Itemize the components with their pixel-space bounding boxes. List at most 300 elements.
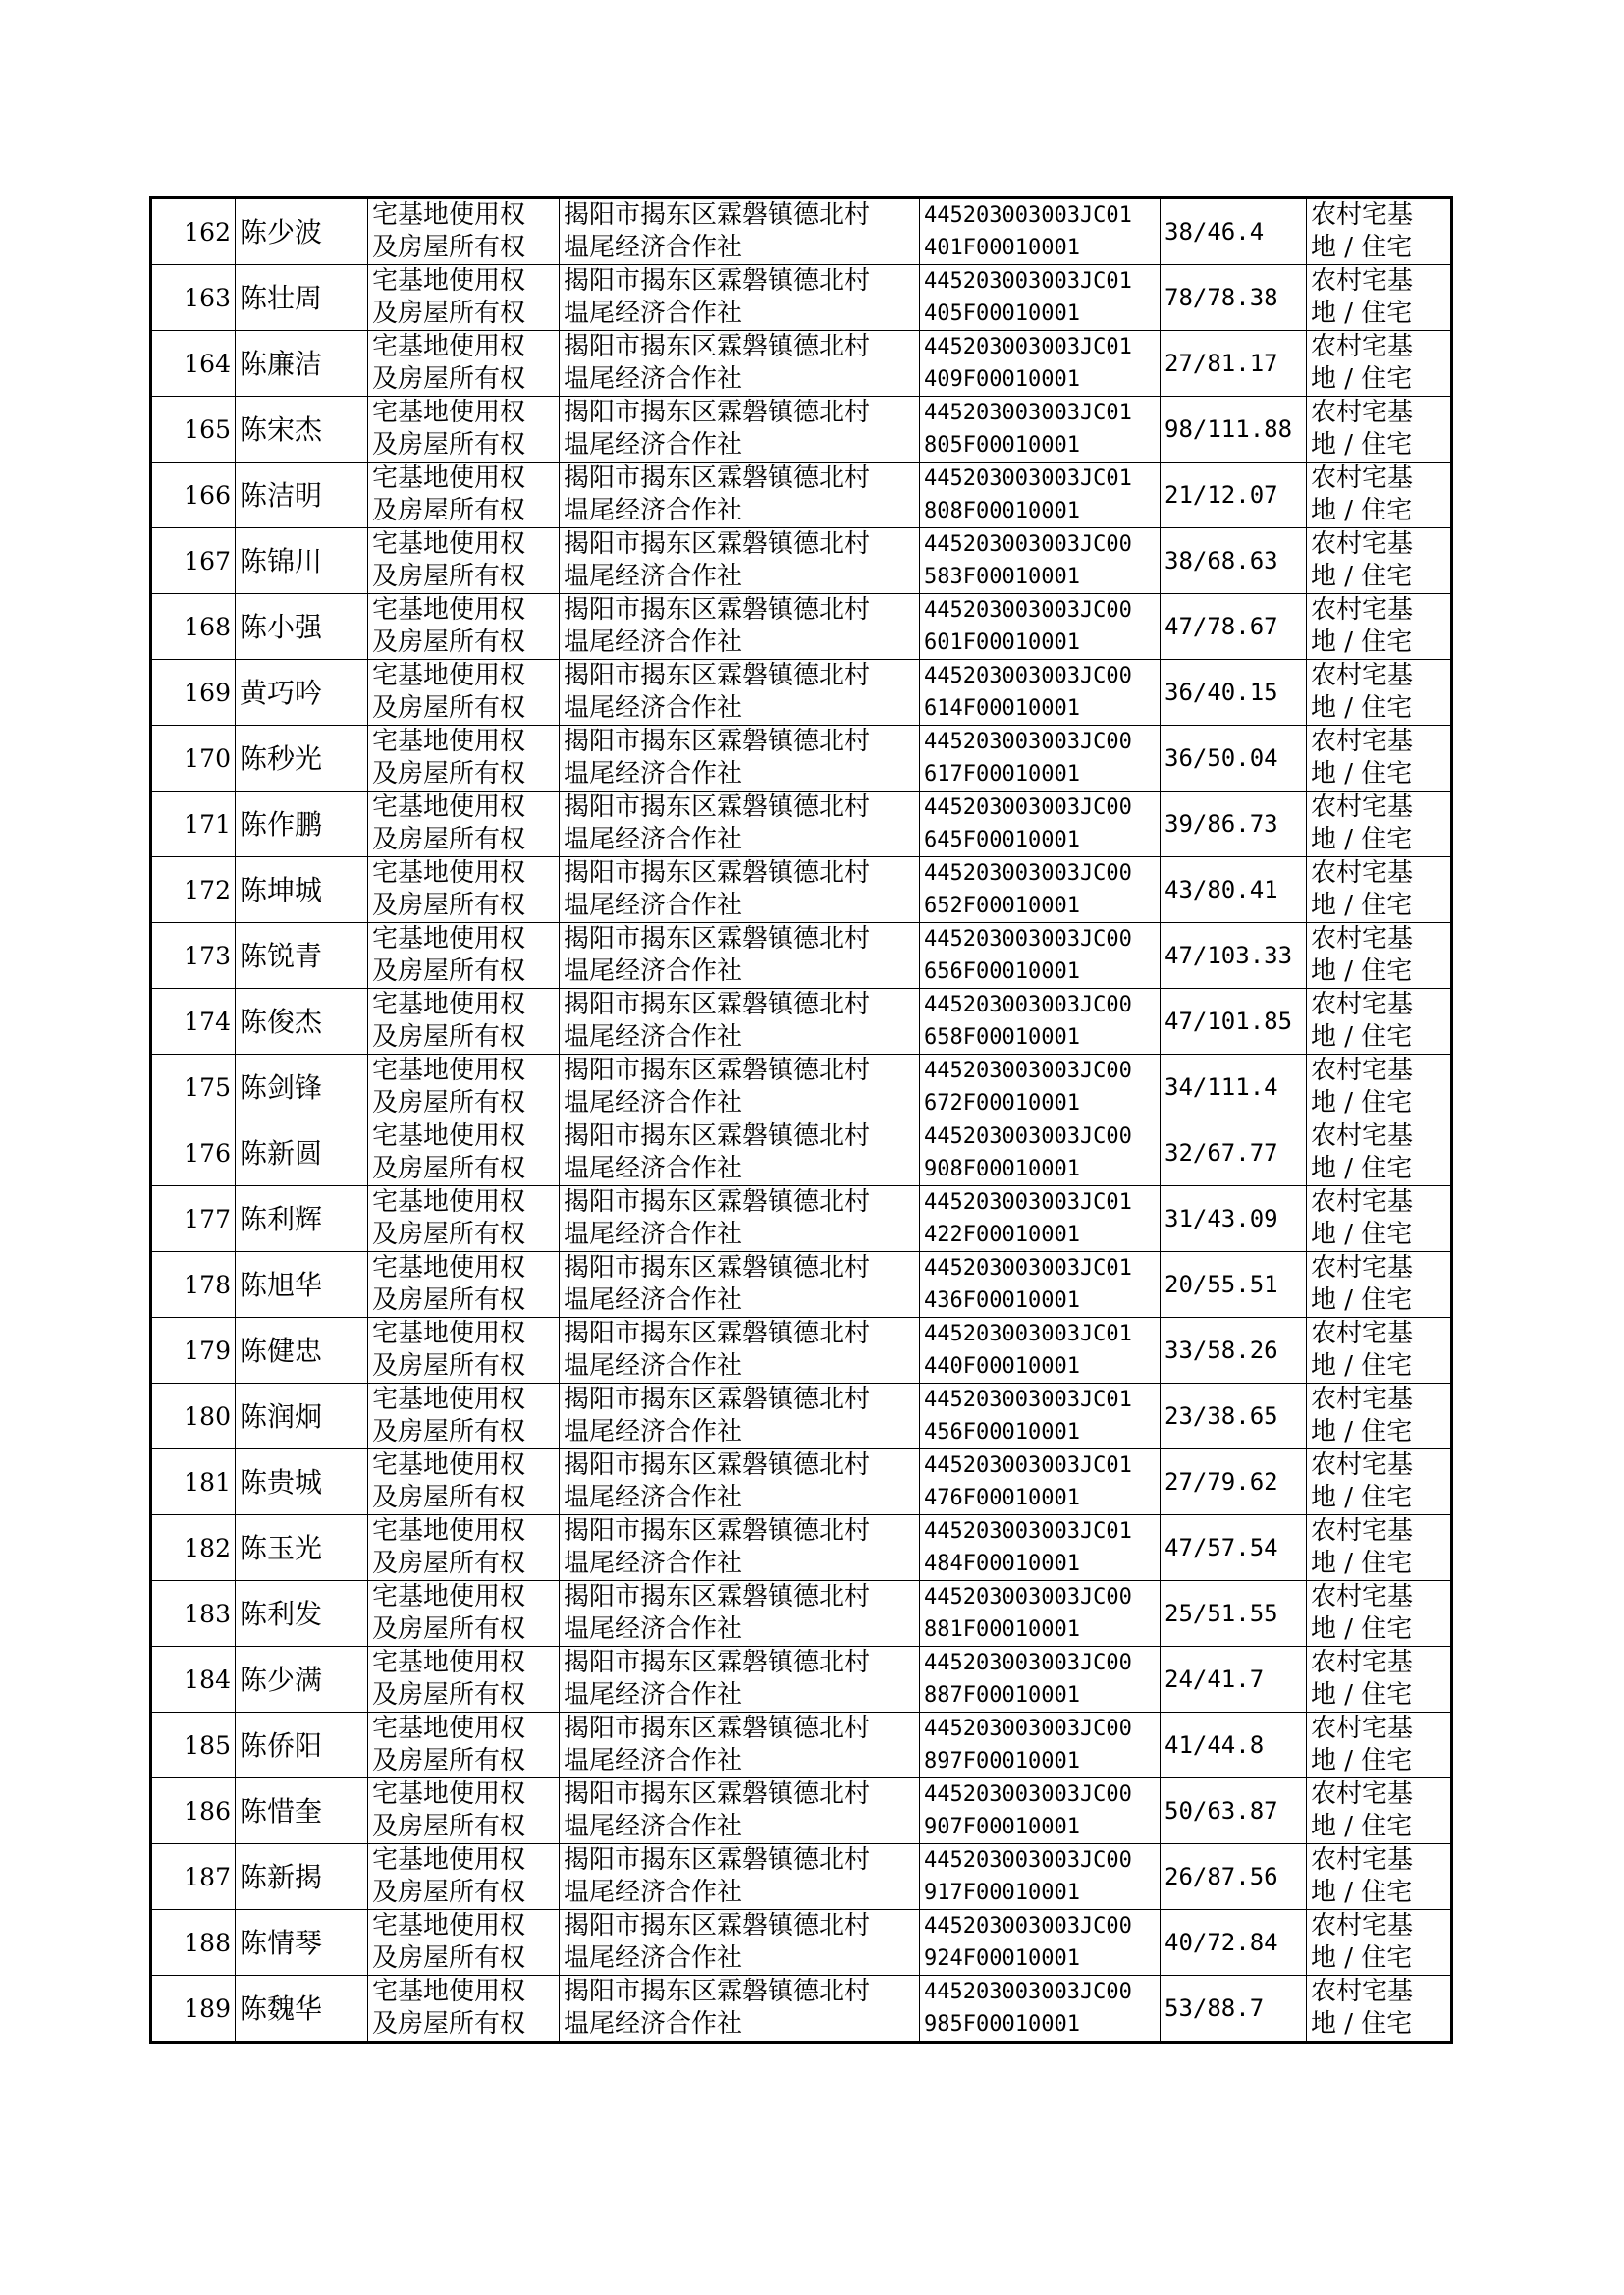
unit-code-text: 881F00010001 bbox=[924, 1617, 1080, 1642]
owner-name-cell bbox=[236, 857, 368, 923]
owner-name-cell bbox=[236, 1910, 368, 1976]
right-type-text: 宅基地使用权 bbox=[372, 332, 526, 361]
owner-name-cell bbox=[236, 1055, 368, 1120]
land-use-text: 农村宅基 bbox=[1311, 595, 1414, 625]
land-owner-text: 塭尾经济合作社 bbox=[564, 759, 743, 789]
owner-name-text: 陈玉光 bbox=[240, 1531, 323, 1564]
table-row bbox=[151, 1515, 1452, 1581]
land-use-text: 农村宅基 bbox=[1311, 464, 1414, 493]
land-use-text: 地 / 住宅 bbox=[1311, 1483, 1413, 1512]
land-owner-text: 塭尾经济合作社 bbox=[564, 956, 743, 986]
land-owner-cell bbox=[560, 1976, 920, 2043]
unit-code-cell bbox=[920, 1581, 1161, 1647]
row-number-text: 184 bbox=[184, 1665, 231, 1694]
table-row bbox=[151, 1186, 1452, 1252]
right-type-cell bbox=[368, 923, 560, 989]
land-owner-cell bbox=[560, 1778, 920, 1844]
land-use-cell bbox=[1307, 1647, 1452, 1713]
unit-code-text: 887F00010001 bbox=[924, 1683, 1080, 1708]
right-type-cell bbox=[368, 1055, 560, 1120]
area-cell bbox=[1161, 1647, 1307, 1713]
owner-name-text: 陈宋杰 bbox=[240, 412, 323, 446]
owner-name-text: 陈洁明 bbox=[240, 478, 323, 512]
land-use-cell bbox=[1307, 331, 1452, 397]
land-owner-cell bbox=[560, 1515, 920, 1581]
owner-name-text: 陈锦川 bbox=[240, 544, 323, 577]
owner-name-text: 陈健忠 bbox=[240, 1334, 323, 1367]
unit-code-cell bbox=[920, 660, 1161, 726]
unit-code-text: 917F00010001 bbox=[924, 1881, 1080, 1905]
right-type-cell bbox=[368, 1910, 560, 1976]
land-use-cell bbox=[1307, 1713, 1452, 1778]
unit-code-text: 614F00010001 bbox=[924, 696, 1080, 721]
land-use-text: 农村宅基 bbox=[1311, 1516, 1414, 1546]
unit-code-text: 445203003003JC00 bbox=[924, 861, 1132, 886]
area-text: 38/68.63 bbox=[1164, 546, 1278, 574]
land-use-text: 农村宅基 bbox=[1311, 1187, 1414, 1217]
unit-code-text: 445203003003JC00 bbox=[924, 532, 1132, 557]
right-type-text: 及房屋所有权 bbox=[372, 956, 526, 986]
area-text: 40/72.84 bbox=[1164, 1928, 1278, 1956]
land-use-cell bbox=[1307, 1515, 1452, 1581]
table-row bbox=[151, 528, 1452, 594]
table-row bbox=[151, 1384, 1452, 1449]
land-use-text: 农村宅基 bbox=[1311, 1056, 1414, 1085]
row-number-text: 171 bbox=[184, 809, 231, 839]
land-owner-text: 揭阳市揭东区霖磐镇德北村 bbox=[564, 1779, 871, 1809]
right-type-cell bbox=[368, 1186, 560, 1252]
area-text: 33/58.26 bbox=[1164, 1336, 1278, 1364]
right-type-text: 及房屋所有权 bbox=[372, 825, 526, 854]
right-type-text: 及房屋所有权 bbox=[372, 1417, 526, 1447]
land-use-text: 地 / 住宅 bbox=[1311, 1351, 1413, 1381]
land-owner-text: 塭尾经济合作社 bbox=[564, 825, 743, 854]
right-type-text: 宅基地使用权 bbox=[372, 1911, 526, 1940]
land-use-cell bbox=[1307, 1976, 1452, 2043]
row-number-text: 178 bbox=[184, 1270, 231, 1299]
area-text: 31/43.09 bbox=[1164, 1204, 1278, 1232]
unit-code-text: 409F00010001 bbox=[924, 367, 1080, 392]
row-number-text: 172 bbox=[184, 875, 231, 904]
land-owner-text: 塭尾经济合作社 bbox=[564, 1483, 743, 1512]
row-number-cell bbox=[151, 1449, 236, 1515]
land-use-text: 农村宅基 bbox=[1311, 332, 1414, 361]
land-owner-cell bbox=[560, 1647, 920, 1713]
land-use-cell bbox=[1307, 198, 1452, 265]
unit-code-cell bbox=[920, 923, 1161, 989]
land-use-text: 地 / 住宅 bbox=[1311, 693, 1413, 723]
owner-name-cell bbox=[236, 1844, 368, 1910]
right-type-text: 宅基地使用权 bbox=[372, 1845, 526, 1875]
land-use-text: 地 / 住宅 bbox=[1311, 891, 1413, 920]
unit-code-text: 445203003003JC01 bbox=[924, 335, 1132, 359]
land-use-cell bbox=[1307, 923, 1452, 989]
unit-code-text: 645F00010001 bbox=[924, 828, 1080, 852]
owner-name-cell bbox=[236, 528, 368, 594]
land-use-cell bbox=[1307, 265, 1452, 331]
land-use-text: 农村宅基 bbox=[1311, 1911, 1414, 1940]
owner-name-cell bbox=[236, 1778, 368, 1844]
land-use-text: 地 / 住宅 bbox=[1311, 1614, 1413, 1644]
unit-code-cell bbox=[920, 857, 1161, 923]
land-owner-text: 揭阳市揭东区霖磐镇德北村 bbox=[564, 727, 871, 756]
right-type-text: 及房屋所有权 bbox=[372, 299, 526, 328]
right-type-text: 宅基地使用权 bbox=[372, 990, 526, 1019]
area-text: 47/78.67 bbox=[1164, 612, 1278, 640]
owner-name-text: 陈贵城 bbox=[240, 1465, 323, 1499]
table-row bbox=[151, 1449, 1452, 1515]
area-cell bbox=[1161, 1581, 1307, 1647]
owner-name-text: 陈小强 bbox=[240, 610, 323, 643]
table-row bbox=[151, 397, 1452, 463]
land-use-cell bbox=[1307, 857, 1452, 923]
owner-name-cell bbox=[236, 923, 368, 989]
land-owner-text: 揭阳市揭东区霖磐镇德北村 bbox=[564, 1582, 871, 1612]
area-text: 47/57.54 bbox=[1164, 1533, 1278, 1561]
area-cell bbox=[1161, 198, 1307, 265]
area-text: 78/78.38 bbox=[1164, 283, 1278, 311]
table-row bbox=[151, 857, 1452, 923]
unit-code-text: 907F00010001 bbox=[924, 1815, 1080, 1839]
row-number-text: 164 bbox=[184, 349, 231, 378]
unit-code-text: 445203003003JC00 bbox=[924, 1980, 1132, 2004]
land-owner-cell bbox=[560, 1318, 920, 1384]
area-text: 27/79.62 bbox=[1164, 1467, 1278, 1496]
land-use-text: 地 / 住宅 bbox=[1311, 1022, 1413, 1052]
right-type-cell bbox=[368, 726, 560, 792]
land-owner-text: 塭尾经济合作社 bbox=[564, 233, 743, 262]
row-number-cell bbox=[151, 1976, 236, 2043]
area-text: 43/80.41 bbox=[1164, 875, 1278, 903]
owner-name-text: 陈锐青 bbox=[240, 939, 323, 972]
row-number-cell bbox=[151, 265, 236, 331]
right-type-text: 宅基地使用权 bbox=[372, 858, 526, 888]
land-use-cell bbox=[1307, 528, 1452, 594]
land-use-cell bbox=[1307, 1844, 1452, 1910]
row-number-cell bbox=[151, 1844, 236, 1910]
land-owner-text: 塭尾经济合作社 bbox=[564, 891, 743, 920]
owner-name-cell bbox=[236, 463, 368, 528]
right-type-text: 宅基地使用权 bbox=[372, 200, 526, 230]
unit-code-text: 445203003003JC01 bbox=[924, 203, 1132, 228]
unit-code-text: 445203003003JC01 bbox=[924, 1190, 1132, 1215]
land-use-text: 地 / 住宅 bbox=[1311, 628, 1413, 657]
unit-code-text: 440F00010001 bbox=[924, 1354, 1080, 1379]
land-use-cell bbox=[1307, 989, 1452, 1055]
owner-name-text: 陈情琴 bbox=[240, 1926, 323, 1959]
land-owner-text: 塭尾经济合作社 bbox=[564, 1351, 743, 1381]
row-number-text: 163 bbox=[184, 283, 231, 312]
unit-code-cell bbox=[920, 792, 1161, 857]
area-text: 41/44.8 bbox=[1164, 1730, 1265, 1759]
right-type-text: 宅基地使用权 bbox=[372, 792, 526, 822]
row-number-text: 189 bbox=[184, 1994, 231, 2023]
right-type-cell bbox=[368, 198, 560, 265]
right-type-text: 宅基地使用权 bbox=[372, 1253, 526, 1283]
right-type-text: 及房屋所有权 bbox=[372, 1812, 526, 1841]
unit-code-text: 445203003003JC00 bbox=[924, 1585, 1132, 1610]
right-type-text: 宅基地使用权 bbox=[372, 398, 526, 427]
area-text: 32/67.77 bbox=[1164, 1138, 1278, 1167]
land-owner-cell bbox=[560, 792, 920, 857]
land-use-text: 地 / 住宅 bbox=[1311, 1812, 1413, 1841]
unit-code-text: 445203003003JC00 bbox=[924, 598, 1132, 623]
land-owner-cell bbox=[560, 923, 920, 989]
land-owner-cell bbox=[560, 1120, 920, 1186]
land-use-text: 农村宅基 bbox=[1311, 990, 1414, 1019]
owner-name-cell bbox=[236, 331, 368, 397]
land-use-text: 地 / 住宅 bbox=[1311, 956, 1413, 986]
right-type-cell bbox=[368, 1844, 560, 1910]
right-type-cell bbox=[368, 1384, 560, 1449]
owner-name-cell bbox=[236, 1976, 368, 2043]
row-number-text: 166 bbox=[184, 480, 231, 510]
land-owner-cell bbox=[560, 463, 920, 528]
land-owner-cell bbox=[560, 1844, 920, 1910]
area-cell bbox=[1161, 1976, 1307, 2043]
land-use-text: 农村宅基 bbox=[1311, 924, 1414, 954]
land-owner-text: 塭尾经济合作社 bbox=[564, 562, 743, 591]
land-owner-cell bbox=[560, 265, 920, 331]
land-use-cell bbox=[1307, 1449, 1452, 1515]
right-type-text: 及房屋所有权 bbox=[372, 1614, 526, 1644]
right-type-text: 及房屋所有权 bbox=[372, 1878, 526, 1907]
land-owner-text: 揭阳市揭东区霖磐镇德北村 bbox=[564, 1977, 871, 2006]
land-use-text: 农村宅基 bbox=[1311, 200, 1414, 230]
area-text: 34/111.4 bbox=[1164, 1072, 1278, 1101]
land-owner-text: 揭阳市揭东区霖磐镇德北村 bbox=[564, 529, 871, 559]
table-row bbox=[151, 989, 1452, 1055]
unit-code-cell bbox=[920, 1713, 1161, 1778]
area-cell bbox=[1161, 989, 1307, 1055]
owner-name-text: 陈润炯 bbox=[240, 1399, 323, 1433]
land-use-text: 地 / 住宅 bbox=[1311, 1549, 1413, 1578]
table-row bbox=[151, 1844, 1452, 1910]
area-cell bbox=[1161, 1055, 1307, 1120]
land-use-text: 地 / 住宅 bbox=[1311, 430, 1413, 460]
unit-code-text: 445203003003JC00 bbox=[924, 1782, 1132, 1807]
owner-name-text: 陈惜奎 bbox=[240, 1794, 323, 1828]
right-type-text: 及房屋所有权 bbox=[372, 496, 526, 525]
row-number-text: 177 bbox=[184, 1204, 231, 1233]
unit-code-text: 405F00010001 bbox=[924, 301, 1080, 326]
land-owner-cell bbox=[560, 1449, 920, 1515]
right-type-cell bbox=[368, 594, 560, 660]
right-type-text: 及房屋所有权 bbox=[372, 364, 526, 394]
unit-code-text: 652F00010001 bbox=[924, 894, 1080, 918]
unit-code-cell bbox=[920, 1778, 1161, 1844]
table-row bbox=[151, 1910, 1452, 1976]
land-owner-cell bbox=[560, 660, 920, 726]
row-number-cell bbox=[151, 1515, 236, 1581]
table-row bbox=[151, 198, 1452, 265]
row-number-cell bbox=[151, 1647, 236, 1713]
right-type-text: 及房屋所有权 bbox=[372, 1746, 526, 1776]
table-row bbox=[151, 726, 1452, 792]
land-owner-cell bbox=[560, 989, 920, 1055]
land-owner-text: 塭尾经济合作社 bbox=[564, 1088, 743, 1118]
land-owner-text: 塭尾经济合作社 bbox=[564, 1417, 743, 1447]
land-owner-cell bbox=[560, 594, 920, 660]
area-cell bbox=[1161, 792, 1307, 857]
land-owner-text: 塭尾经济合作社 bbox=[564, 2009, 743, 2039]
row-number-cell bbox=[151, 1910, 236, 1976]
right-type-cell bbox=[368, 660, 560, 726]
right-type-text: 宅基地使用权 bbox=[372, 464, 526, 493]
owner-name-cell bbox=[236, 1120, 368, 1186]
owner-name-cell bbox=[236, 1515, 368, 1581]
row-number-cell bbox=[151, 1713, 236, 1778]
owner-name-cell bbox=[236, 1252, 368, 1318]
land-owner-text: 揭阳市揭东区霖磐镇德北村 bbox=[564, 332, 871, 361]
table-row bbox=[151, 463, 1452, 528]
right-type-text: 宅基地使用权 bbox=[372, 1121, 526, 1151]
unit-code-cell bbox=[920, 198, 1161, 265]
owner-name-text: 陈利辉 bbox=[240, 1202, 323, 1235]
owner-name-text: 陈侨阳 bbox=[240, 1728, 323, 1762]
right-type-text: 宅基地使用权 bbox=[372, 924, 526, 954]
land-use-cell bbox=[1307, 1120, 1452, 1186]
land-use-text: 农村宅基 bbox=[1311, 1977, 1414, 2006]
land-use-text: 地 / 住宅 bbox=[1311, 1220, 1413, 1249]
owner-name-cell bbox=[236, 1186, 368, 1252]
land-owner-text: 揭阳市揭东区霖磐镇德北村 bbox=[564, 200, 871, 230]
area-text: 47/103.33 bbox=[1164, 941, 1293, 969]
land-use-text: 地 / 住宅 bbox=[1311, 364, 1413, 394]
land-use-text: 地 / 住宅 bbox=[1311, 299, 1413, 328]
row-number-text: 180 bbox=[184, 1401, 231, 1431]
land-use-cell bbox=[1307, 397, 1452, 463]
area-cell bbox=[1161, 1844, 1307, 1910]
row-number-cell bbox=[151, 1186, 236, 1252]
unit-code-text: 445203003003JC01 bbox=[924, 1388, 1132, 1412]
row-number-cell bbox=[151, 463, 236, 528]
area-text: 53/88.7 bbox=[1164, 1994, 1265, 2022]
land-owner-text: 揭阳市揭东区霖磐镇德北村 bbox=[564, 1319, 871, 1348]
row-number-text: 167 bbox=[184, 546, 231, 575]
row-number-cell bbox=[151, 923, 236, 989]
right-type-text: 宅基地使用权 bbox=[372, 1714, 526, 1743]
row-number-text: 169 bbox=[184, 678, 231, 707]
unit-code-cell bbox=[920, 528, 1161, 594]
land-owner-text: 塭尾经济合作社 bbox=[564, 430, 743, 460]
unit-code-cell bbox=[920, 989, 1161, 1055]
land-use-text: 农村宅基 bbox=[1311, 727, 1414, 756]
unit-code-text: 445203003003JC00 bbox=[924, 1914, 1132, 1939]
area-cell bbox=[1161, 1120, 1307, 1186]
right-type-text: 及房屋所有权 bbox=[372, 1351, 526, 1381]
land-owner-cell bbox=[560, 1186, 920, 1252]
area-cell bbox=[1161, 528, 1307, 594]
area-cell bbox=[1161, 1318, 1307, 1384]
table-row bbox=[151, 1252, 1452, 1318]
land-owner-text: 揭阳市揭东区霖磐镇德北村 bbox=[564, 858, 871, 888]
row-number-cell bbox=[151, 1120, 236, 1186]
land-owner-text: 揭阳市揭东区霖磐镇德北村 bbox=[564, 1911, 871, 1940]
unit-code-text: 897F00010001 bbox=[924, 1749, 1080, 1774]
land-use-text: 地 / 住宅 bbox=[1311, 759, 1413, 789]
land-owner-text: 揭阳市揭东区霖磐镇德北村 bbox=[564, 1845, 871, 1875]
land-owner-text: 揭阳市揭东区霖磐镇德北村 bbox=[564, 1121, 871, 1151]
land-use-text: 地 / 住宅 bbox=[1311, 1680, 1413, 1710]
table-row bbox=[151, 660, 1452, 726]
owner-name-cell bbox=[236, 397, 368, 463]
row-number-cell bbox=[151, 989, 236, 1055]
row-number-text: 162 bbox=[184, 217, 231, 246]
land-use-cell bbox=[1307, 1778, 1452, 1844]
land-owner-text: 塭尾经济合作社 bbox=[564, 1878, 743, 1907]
right-type-text: 及房屋所有权 bbox=[372, 628, 526, 657]
unit-code-cell bbox=[920, 397, 1161, 463]
row-number-cell bbox=[151, 1318, 236, 1384]
right-type-text: 宅基地使用权 bbox=[372, 1056, 526, 1085]
land-use-text: 农村宅基 bbox=[1311, 1845, 1414, 1875]
land-owner-text: 塭尾经济合作社 bbox=[564, 693, 743, 723]
row-number-text: 182 bbox=[184, 1533, 231, 1562]
land-use-cell bbox=[1307, 1252, 1452, 1318]
right-type-cell bbox=[368, 397, 560, 463]
right-type-cell bbox=[368, 1515, 560, 1581]
land-owner-text: 塭尾经济合作社 bbox=[564, 1154, 743, 1183]
unit-code-text: 908F00010001 bbox=[924, 1157, 1080, 1181]
right-type-cell bbox=[368, 857, 560, 923]
land-use-text: 农村宅基 bbox=[1311, 1121, 1414, 1151]
land-use-cell bbox=[1307, 1055, 1452, 1120]
unit-code-text: 445203003003JC00 bbox=[924, 1059, 1132, 1083]
land-owner-text: 塭尾经济合作社 bbox=[564, 364, 743, 394]
right-type-text: 及房屋所有权 bbox=[372, 891, 526, 920]
land-owner-text: 塭尾经济合作社 bbox=[564, 1022, 743, 1052]
land-use-cell bbox=[1307, 660, 1452, 726]
owner-name-cell bbox=[236, 1449, 368, 1515]
owner-name-cell bbox=[236, 660, 368, 726]
unit-code-cell bbox=[920, 726, 1161, 792]
owner-name-text: 陈旭华 bbox=[240, 1268, 323, 1301]
unit-code-text: 445203003003JC01 bbox=[924, 401, 1132, 425]
area-cell bbox=[1161, 726, 1307, 792]
land-use-text: 农村宅基 bbox=[1311, 1582, 1414, 1612]
unit-code-text: 445203003003JC00 bbox=[924, 1651, 1132, 1675]
land-use-text: 地 / 住宅 bbox=[1311, 1746, 1413, 1776]
area-text: 25/51.55 bbox=[1164, 1599, 1278, 1627]
row-number-cell bbox=[151, 397, 236, 463]
land-use-cell bbox=[1307, 463, 1452, 528]
owner-name-cell bbox=[236, 198, 368, 265]
unit-code-cell bbox=[920, 1186, 1161, 1252]
right-type-text: 宅基地使用权 bbox=[372, 1385, 526, 1414]
owner-name-text: 黄巧吟 bbox=[240, 676, 323, 709]
owner-name-text: 陈魏华 bbox=[240, 1992, 323, 2025]
land-owner-text: 揭阳市揭东区霖磐镇德北村 bbox=[564, 1253, 871, 1283]
land-use-text: 农村宅基 bbox=[1311, 1648, 1414, 1677]
right-type-text: 宅基地使用权 bbox=[372, 1977, 526, 2006]
unit-code-cell bbox=[920, 463, 1161, 528]
land-use-text: 农村宅基 bbox=[1311, 1319, 1414, 1348]
row-number-text: 175 bbox=[184, 1072, 231, 1102]
area-text: 47/101.85 bbox=[1164, 1007, 1293, 1035]
land-owner-cell bbox=[560, 1713, 920, 1778]
unit-code-cell bbox=[920, 594, 1161, 660]
unit-code-cell bbox=[920, 1647, 1161, 1713]
land-use-text: 农村宅基 bbox=[1311, 858, 1414, 888]
unit-code-text: 484F00010001 bbox=[924, 1552, 1080, 1576]
table-row bbox=[151, 1647, 1452, 1713]
land-use-text: 农村宅基 bbox=[1311, 398, 1414, 427]
land-owner-text: 揭阳市揭东区霖磐镇德北村 bbox=[564, 1648, 871, 1677]
owner-name-cell bbox=[236, 1647, 368, 1713]
owner-name-text: 陈利发 bbox=[240, 1597, 323, 1630]
land-owner-text: 塭尾经济合作社 bbox=[564, 1943, 743, 1973]
